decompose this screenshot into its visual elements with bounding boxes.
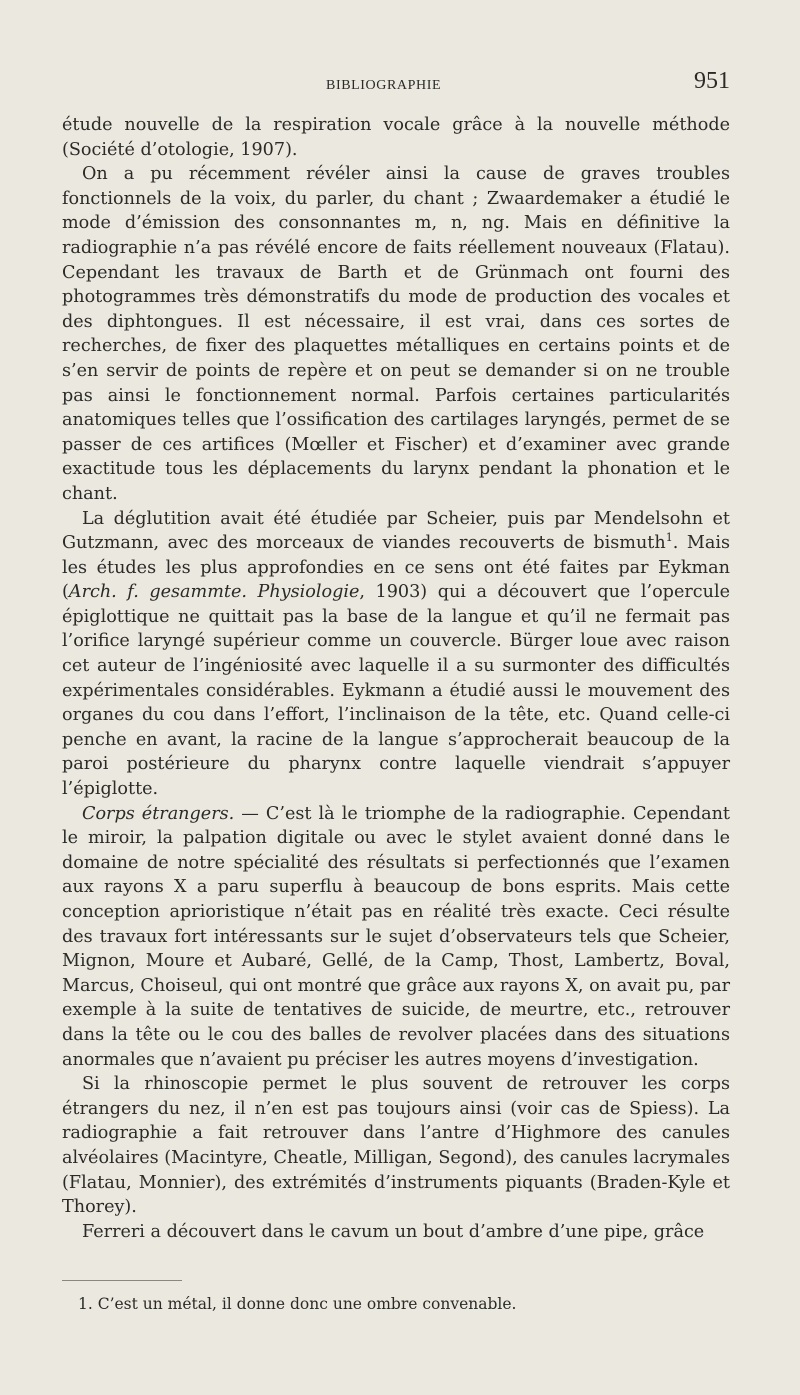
paragraph <box>62 507 730 802</box>
running-head <box>62 68 730 98</box>
paragraph <box>62 162 730 506</box>
page-number: 951 <box>694 68 730 94</box>
footnote: 1. C’est un métal, il donne donc une ombre convenable. <box>78 1295 517 1313</box>
text-span: , 1903) qui a découvert que l’opercule épiglottique ne quittait pas la base de la langue et qu’il ne fermait pas l’orifice laryngé supérieur comme un couvercle. Bürger loue avec raison cet auteur de l’ingéniosité avec laquelle il a su surmonter des difficultés expérimentales considérables. Eykmann a étudié aussi le mouvement des organes du cou dans l’effort, l’inclinaison de la tête, etc. Quand celle-ci penche en avant, la racine de la langue s’approcherait beaucoup de la paroi postérieure du pharynx contre laquelle viendrait s’appuyer l’épiglotte. <box>62 582 730 800</box>
paragraph <box>62 1220 730 1245</box>
text-span: La déglutition avait été étudiée par Scheier, puis par Mendelsohn et Gutzmann, avec des morceaux de viandes recouverts de bismuth <box>62 508 730 554</box>
text-span: On a pu récemment révéler ainsi la cause de graves troubles fonctionnels de la voix, du parler, du chant ; Zwaardemaker a étudié le mode d’émission des consonnantes m, n, ng. Mais en définitive la radiographie n’a pas révélé encore de faits réellement nouveaux (Flatau). Cependant les travaux de Barth et de Grünmach ont fourni des photogrammes très démonstratifs du mode de production des vocales et des diphtongues. Il est nécessaire, il est vrai, dans ces sortes de recherches, de fixer des plaquettes métalliques en certains points et de s’en servir de points de repère et on peut se demander si on ne trouble pas ainsi le fonctionnement normal. Parfois certaines particularités anatomiques telles que l’ossification des cartilages laryngés, permet de se passer de ces artifices (Mœller et Fischer) et d’examiner avec grande exactitude tous les déplacements du larynx pendant la phonation et le chant. <box>62 164 730 504</box>
italic-span: Arch. f. gesammte. Physiologie <box>68 582 360 603</box>
text-span: . Mais les études les plus approfondies en ce sens ont été faites par Eykman ( <box>62 533 730 603</box>
paragraph <box>62 1072 730 1220</box>
paragraph <box>62 113 730 162</box>
text-span: — C’est là le triomphe de la radiographie. Cependant le miroir, la palpation digitale ou avec le stylet avaient donné dans le domaine de notre spécialité des résultats si perfectionnés que l’examen aux rayons X a paru superflu à beaucoup de bons esprits. Mais cette conception aprioristique n’était pas en réalité très exacte. Ceci résulte des travaux fort intéressants sur le sujet d’observateurs tels que Scheier, Mignon, Moure et Aubaré, Gellé, de la Camp, Thost, Lambertz, Boval, Marcus, Choiseul, qui ont montré que grâce aux rayons X, on avait pu, par exemple à la suite de tentatives de suicide, de meurtre, etc., retrouver dans la tête ou le cou des balles de revolver placées dans des situations anormales que n’avaient pu préciser les autres moyens d’investigation. <box>62 803 730 1070</box>
running-title: BIBLIOGRAPHIE <box>326 78 442 93</box>
italic-span: Corps étrangers. <box>82 803 235 824</box>
text-span: Ferreri a découvert dans le cavum un bout d’ambre d’une pipe, grâce <box>82 1221 705 1242</box>
footnote-rule <box>62 1280 182 1281</box>
paragraph <box>62 802 730 1073</box>
body-text <box>62 113 730 1244</box>
footnote-ref: 1 <box>665 531 673 545</box>
text-span: Si la rhinoscopie permet le plus souvent de retrouver les corps étrangers du nez, il n’en est pas toujours ainsi (voir cas de Spiess). La radiographie a fait retrouver dans l’antre d’Highmore des canules alvéolaires (Macintyre, Cheatle, Milligan, Segond), des canules lacrymales (Flatau, Monnier), des extrémités d’instruments piquants (Braden-Kyle et Thorey). <box>62 1074 730 1218</box>
text-span: étude nouvelle de la respiration vocale grâce à la nouvelle méthode (Société d’otologie, 1907). <box>62 115 730 160</box>
